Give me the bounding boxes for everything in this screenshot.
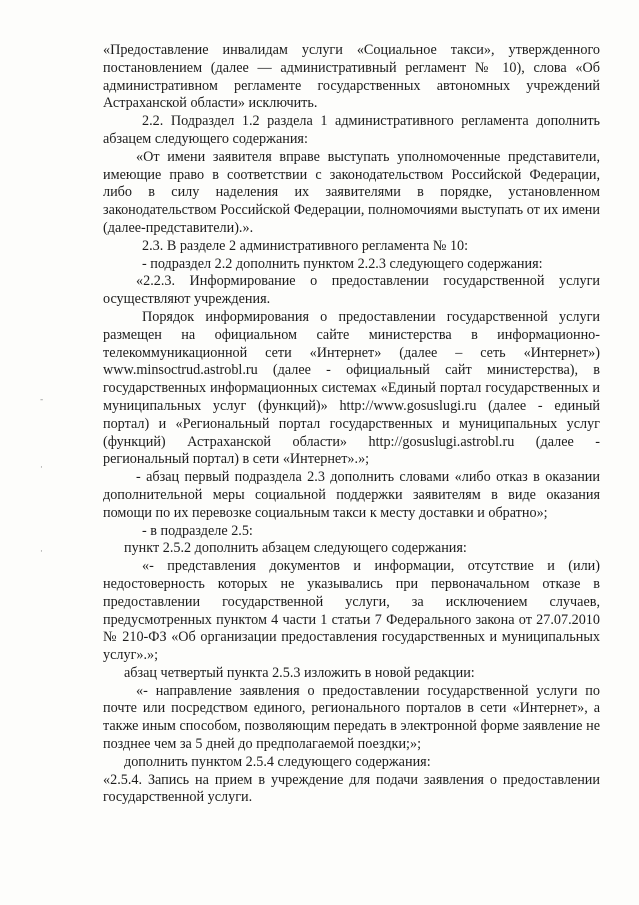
paragraph: дополнить пунктом 2.5.4 следующего содержания:	[124, 753, 431, 770]
scan-speck: ·	[40, 463, 43, 473]
paragraph: «2.5.4. Запись на прием в учреждение для подачи заявления о предоставлении государственной услуги.	[103, 771, 600, 806]
paragraph: «От имени заявителя вправе выступать уполномоченные представители, имеющие право в соответствии с законодательством Российской Федерации, либо в силу наделения их заявителями в порядке, установленном законодательством Российской Федерации, полномочиями выступать от их имени (далее-представители).».	[103, 148, 600, 236]
paragraph: абзац четвертый пункта 2.5.3 изложить в новой редакции:	[124, 664, 475, 681]
paragraph: «Предоставление инвалидам услуги «Социальное такси», утвержденного постановлением (далее — административный регламент № 10), слова «Об административном регламенте государственных автономных учреждений Астраханской области» исключить.	[103, 42, 600, 112]
document-body	[103, 42, 600, 807]
paragraph: - абзац первый подраздела 2.3 дополнить словами «либо отказ в оказании дополнительной меры социальной поддержки заявителям в виде оказания помощи по их перевозке социальным такси к месту доставки и обратно»;	[103, 469, 600, 521]
scan-speck: -	[40, 395, 44, 405]
paragraph: «- направление заявления о предоставлении государственной услуги по почте или посредством единого, регионального порталов в сети «Интернет», а также иным способом, позволяющим передать в электронной форме заявление не позднее чем за 5 дней до предполагаемой поездки;»;	[103, 682, 600, 753]
scan-speck: ·	[40, 547, 43, 557]
paragraph: - подраздел 2.2 дополнить пунктом 2.2.3 следующего содержания:	[142, 255, 543, 272]
paragraph: «2.2.3. Информирование о предоставлении государственной услуги осуществляют учреждения.	[103, 273, 600, 308]
paragraph: 2.3. В разделе 2 административного регламента № 10:	[142, 237, 469, 254]
paragraph: «- представления документов и информации, отсутствие и (или) недостоверность которых не указывались при первоначальном отказе в предоставлении государственной услуги, за исключением случаев, предусмотренных пунктом 4 части 1 статьи 7 Федерального закона от 27.07.2010 № 210-ФЗ «Об организации предоставления государственных и муниципальных услуг».»;	[103, 558, 600, 664]
paragraph: - в подразделе 2.5:	[142, 522, 253, 539]
paragraph: Порядок информирования о предоставлении государственной услуги размещен на официальном сайте министерства в информационно-телекоммуникационной сети «Интернет» (далее – сеть «Интернет») www.minsoctrud.astrobl.ru (далее - официальный сайт министерства), в государственных информационных системах «Единый портал государственных и муниципальных услуг (функций)» http://www.gosuslugi.ru (далее - единый портал) и «Региональный портал государственных и муниципальных услуг (функций) Астраханской области» http://gosuslugi.astrobl.ru (далее - региональный портал) в сети «Интернет».»;	[103, 308, 600, 468]
paragraph: пункт 2.5.2 дополнить абзацем следующего содержания:	[124, 540, 467, 557]
paragraph: 2.2. Подраздел 1.2 раздела 1 административного регламента дополнить абзацем следующего содержания:	[103, 113, 600, 147]
